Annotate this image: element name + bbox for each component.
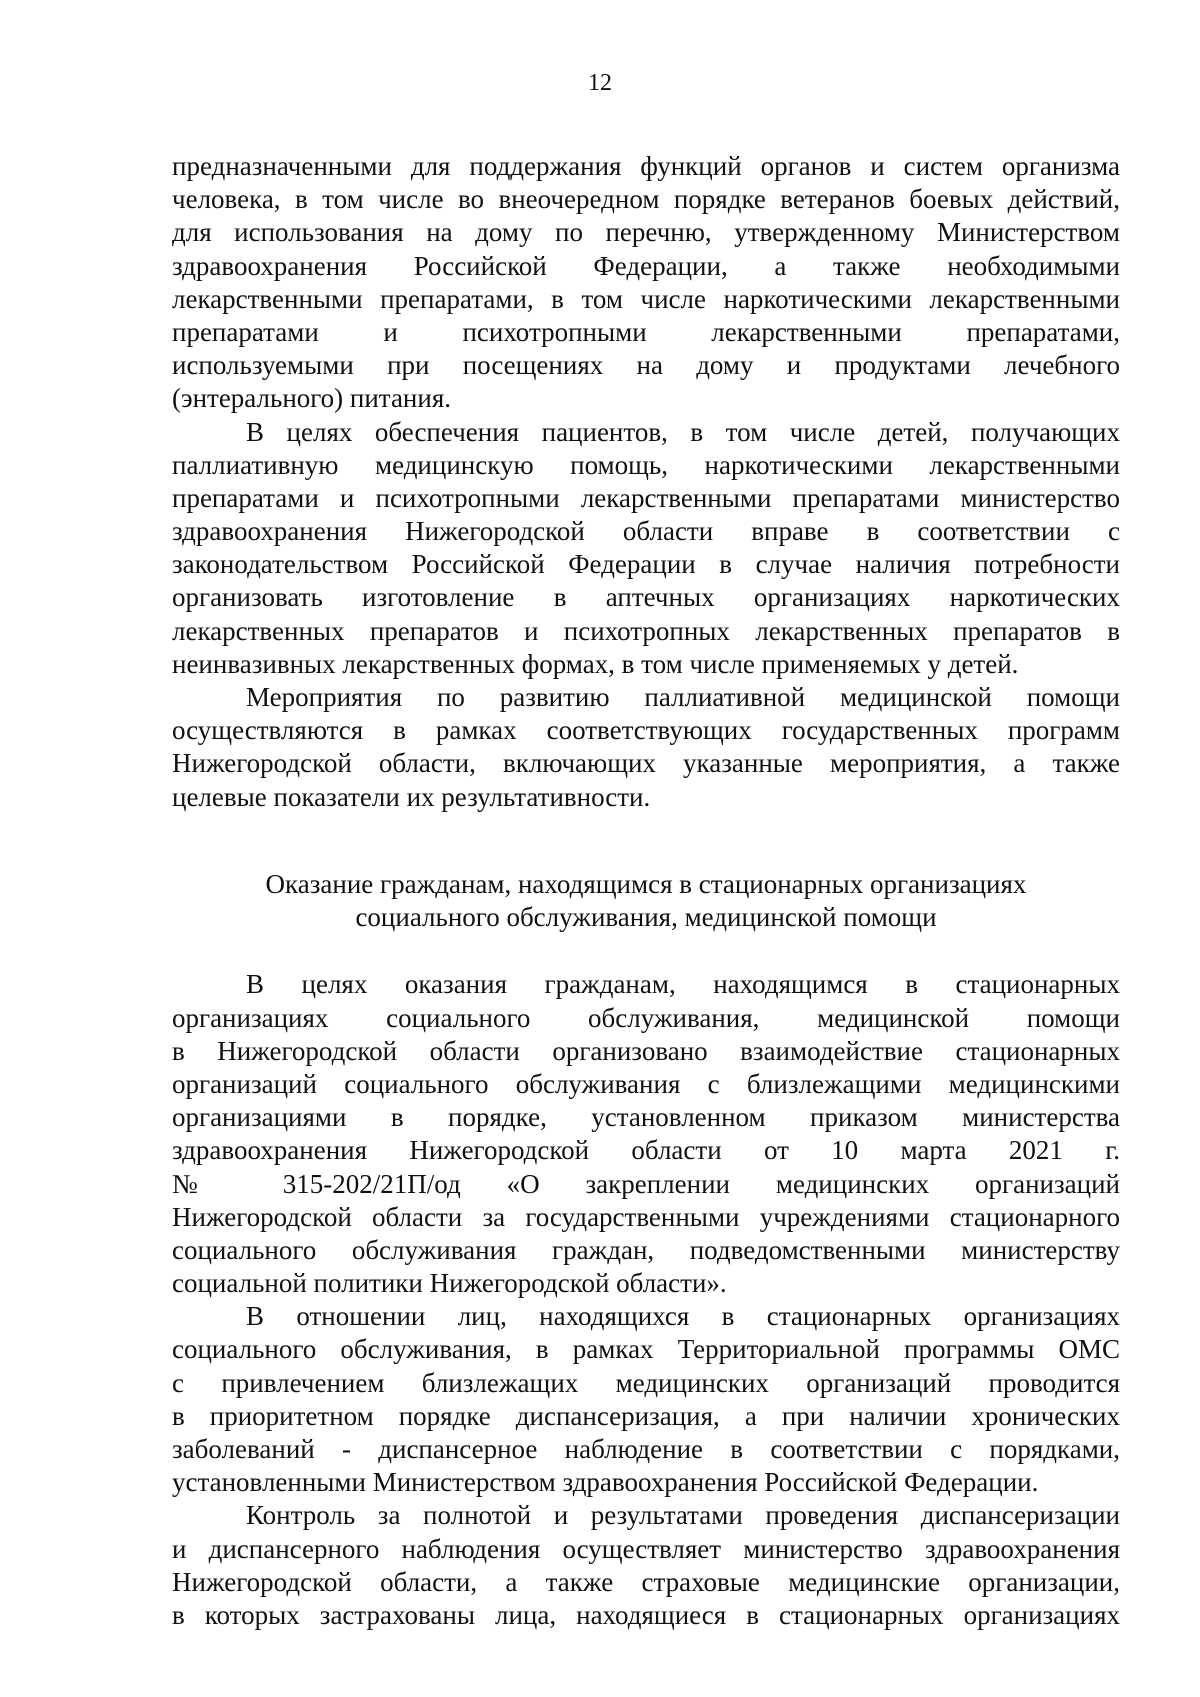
text-line: препаратами и психотропными лекарственными препаратами министерство: [172, 482, 1120, 513]
text-line: Мероприятия по развитию паллиативной медицинской помощи: [246, 682, 1120, 712]
text-line: используемыми при посещениях на дому и продуктами лечебного: [172, 350, 1120, 381]
text-line: В целях оказания гражданам, находящимся в стационарных: [246, 969, 1120, 1000]
text-line: с привлечением близлежащих медицинских организаций проводится: [172, 1367, 1120, 1398]
text-line: организациями в порядке, установленном приказом министерства: [172, 1102, 1120, 1133]
text-line: осуществляются в рамках соответствующих государственных программ: [172, 715, 1120, 746]
text-line: человека, в том числе во внеочередном порядке ветеранов боевых действий,: [172, 184, 1120, 215]
text-line: здравоохранения Нижегородской области вправе в соответствии с: [172, 516, 1120, 547]
text-line: Контроль за полнотой и результатами проведения диспансеризации: [246, 1500, 1120, 1531]
paragraph: [172, 1499, 1120, 1632]
document-body-bottom: [172, 834, 1120, 1632]
text-line: препаратами и психотропными лекарственными препаратами,: [172, 316, 1120, 347]
text-line: организациях социального обслуживания, медицинской помощи: [172, 1002, 1120, 1033]
text-line: Нижегородской области за государственными учреждениями стационарного: [172, 1201, 1120, 1232]
paragraph: [172, 968, 1120, 1300]
text-line: в Нижегородской области организовано взаимодействие стационарных: [172, 1035, 1120, 1066]
text-line: социального обслуживания, в рамках Территориальной программы ОМС: [172, 1334, 1120, 1365]
paragraph: [172, 681, 1120, 814]
text-line: в которых застрахованы лица, находящиеся в стационарных организациях: [172, 1599, 1120, 1630]
text-line: В целях обеспечения пациентов, в том числе детей, получающих: [246, 416, 1120, 447]
text-line: заболеваний - диспансерное наблюдение в соответствии с порядками,: [172, 1434, 1120, 1465]
paragraph: [172, 416, 1120, 682]
text-line: здравоохранения Российской Федерации, а также необходимыми: [172, 250, 1120, 281]
paragraph: [172, 150, 1120, 416]
text-line: законодательством Российской Федерации в случае наличия потребности: [172, 549, 1120, 580]
section-heading: [172, 868, 1120, 934]
text-line: Нижегородской области, а также страховые медицинские организации,: [172, 1566, 1120, 1597]
text-line: Нижегородской области, включающих указанные мероприятия, а также: [172, 748, 1120, 779]
text-line: в приоритетном порядке диспансеризация, а при наличии хронических: [172, 1400, 1120, 1431]
text-line: и диспансерного наблюдения осуществляет министерство здравоохранения: [172, 1533, 1120, 1564]
text-line: социального обслуживания граждан, подведомственными министерству: [172, 1234, 1120, 1265]
document-body-top: [172, 150, 1120, 814]
paragraph: [172, 1300, 1120, 1499]
text-line: для использования на дому по перечню, утвержденному Министерством: [172, 217, 1120, 248]
text-line: организаций социального обслуживания с близлежащими медицинскими: [172, 1068, 1120, 1099]
text-line: организовать изготовление в аптечных организациях наркотических: [172, 582, 1120, 613]
text-line: В отношении лиц, находящихся в стационарных организациях: [246, 1301, 1120, 1332]
text-line: лекарственными препаратами, в том числе наркотическими лекарственными: [172, 283, 1120, 314]
text-line: социальной политики Нижегородской области».: [172, 1268, 727, 1299]
heading-line: Оказание гражданам, находящимся в стационарных организациях: [265, 869, 1027, 899]
heading-line: социального обслуживания, медицинской помощи: [355, 902, 937, 933]
text-line: № 315-202/21П/од «О закреплении медицинских организаций: [172, 1168, 1120, 1199]
page-number: 12: [588, 70, 612, 96]
text-line: неинвазивных лекарственных формах, в том числе применяемых у детей.: [172, 648, 1019, 679]
text-line: здравоохранения Нижегородской области от 10 марта 2021 г.: [172, 1135, 1120, 1166]
text-line: установленными Министерством здравоохранения Российской Федерации.: [172, 1467, 1039, 1498]
text-line: (энтерального) питания.: [172, 383, 451, 414]
text-line: целевые показатели их результативности.: [172, 781, 651, 812]
text-line: предназначенными для поддержания функций органов и систем организма: [172, 151, 1120, 181]
text-line: лекарственных препаратов и психотропных лекарственных препаратов в: [172, 615, 1120, 646]
text-line: паллиативную медицинскую помощь, наркотическими лекарственными: [172, 449, 1120, 480]
